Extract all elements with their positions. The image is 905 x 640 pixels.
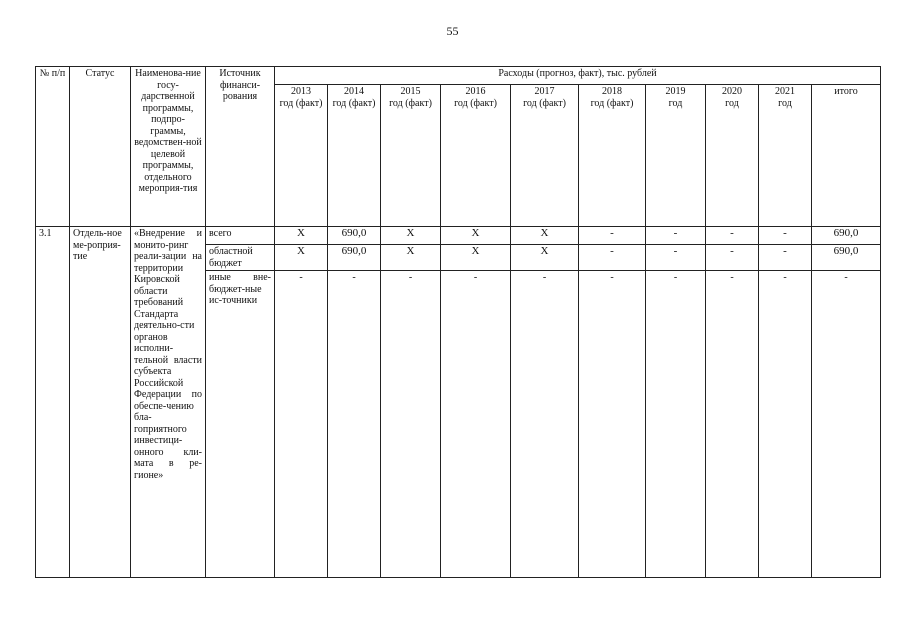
- table-row: [36, 227, 881, 245]
- value-cell: X: [441, 245, 511, 271]
- value-cell: -: [706, 271, 759, 578]
- row-num: 3.1: [36, 227, 70, 578]
- source-other: иные вне-бюджет-ные ис-точники: [206, 271, 275, 578]
- value-cell: -: [646, 271, 706, 578]
- value-cell: X: [275, 227, 328, 245]
- value-cell: 690,0: [328, 227, 381, 245]
- source-regional-budget: областной бюджет: [206, 245, 275, 271]
- header-year-2017: 2017 год (факт): [511, 85, 579, 227]
- value-cell: 690,0: [328, 245, 381, 271]
- value-cell: X: [441, 227, 511, 245]
- value-cell: -: [759, 227, 812, 245]
- value-cell-total: 690,0: [812, 227, 881, 245]
- row-status: Отдель-ное ме-роприя-тие: [70, 227, 131, 578]
- page-number: 55: [446, 24, 459, 38]
- header-year-2014: 2014 год (факт): [328, 85, 381, 227]
- value-cell-total: -: [812, 271, 881, 578]
- value-cell: -: [579, 227, 646, 245]
- header-year-2020: 2020 год: [706, 85, 759, 227]
- header-total: итого: [812, 85, 881, 227]
- value-cell: X: [275, 245, 328, 271]
- value-cell: X: [511, 245, 579, 271]
- value-cell: -: [706, 227, 759, 245]
- header-expenses: Расходы (прогноз, факт), тыс. рублей: [275, 67, 881, 85]
- header-year-2013: 2013 год (факт): [275, 85, 328, 227]
- value-cell: -: [759, 245, 812, 271]
- header-year-2019: 2019 год: [646, 85, 706, 227]
- value-cell: -: [441, 271, 511, 578]
- header-source: Источник финанси-рования: [206, 67, 275, 227]
- source-total: всего: [206, 227, 275, 245]
- value-cell-total: 690,0: [812, 245, 881, 271]
- value-cell: X: [381, 227, 441, 245]
- value-cell: -: [646, 227, 706, 245]
- header-name: Наименова-ние госу-дарственной программы, подпро-граммы, ведомствен-ной целевой программы, отдельного мероприя-тия: [131, 67, 206, 227]
- value-cell: -: [759, 271, 812, 578]
- value-cell: X: [511, 227, 579, 245]
- value-cell: -: [579, 271, 646, 578]
- value-cell: -: [579, 245, 646, 271]
- header-year-2016: 2016 год (факт): [441, 85, 511, 227]
- header-num: № п/п: [36, 67, 70, 227]
- header-status: Статус: [70, 67, 131, 227]
- expenses-table: [35, 66, 881, 578]
- value-cell: -: [646, 245, 706, 271]
- value-cell: -: [275, 271, 328, 578]
- value-cell: -: [328, 271, 381, 578]
- row-name: «Внедрение и монито-ринг реали-зации на территории Кировской области требований Стандарта деятельно-сти органов исполни-тельной власти субъекта Российской Федерации по обеспе-чению бла-гоприятного инвестици-онного кли-мата в ре-гионе»: [131, 227, 206, 578]
- value-cell: -: [511, 271, 579, 578]
- header-year-2021: 2021 год: [759, 85, 812, 227]
- header-year-2015: 2015 год (факт): [381, 85, 441, 227]
- value-cell: X: [381, 245, 441, 271]
- header-year-2018: 2018 год (факт): [579, 85, 646, 227]
- value-cell: -: [381, 271, 441, 578]
- value-cell: -: [706, 245, 759, 271]
